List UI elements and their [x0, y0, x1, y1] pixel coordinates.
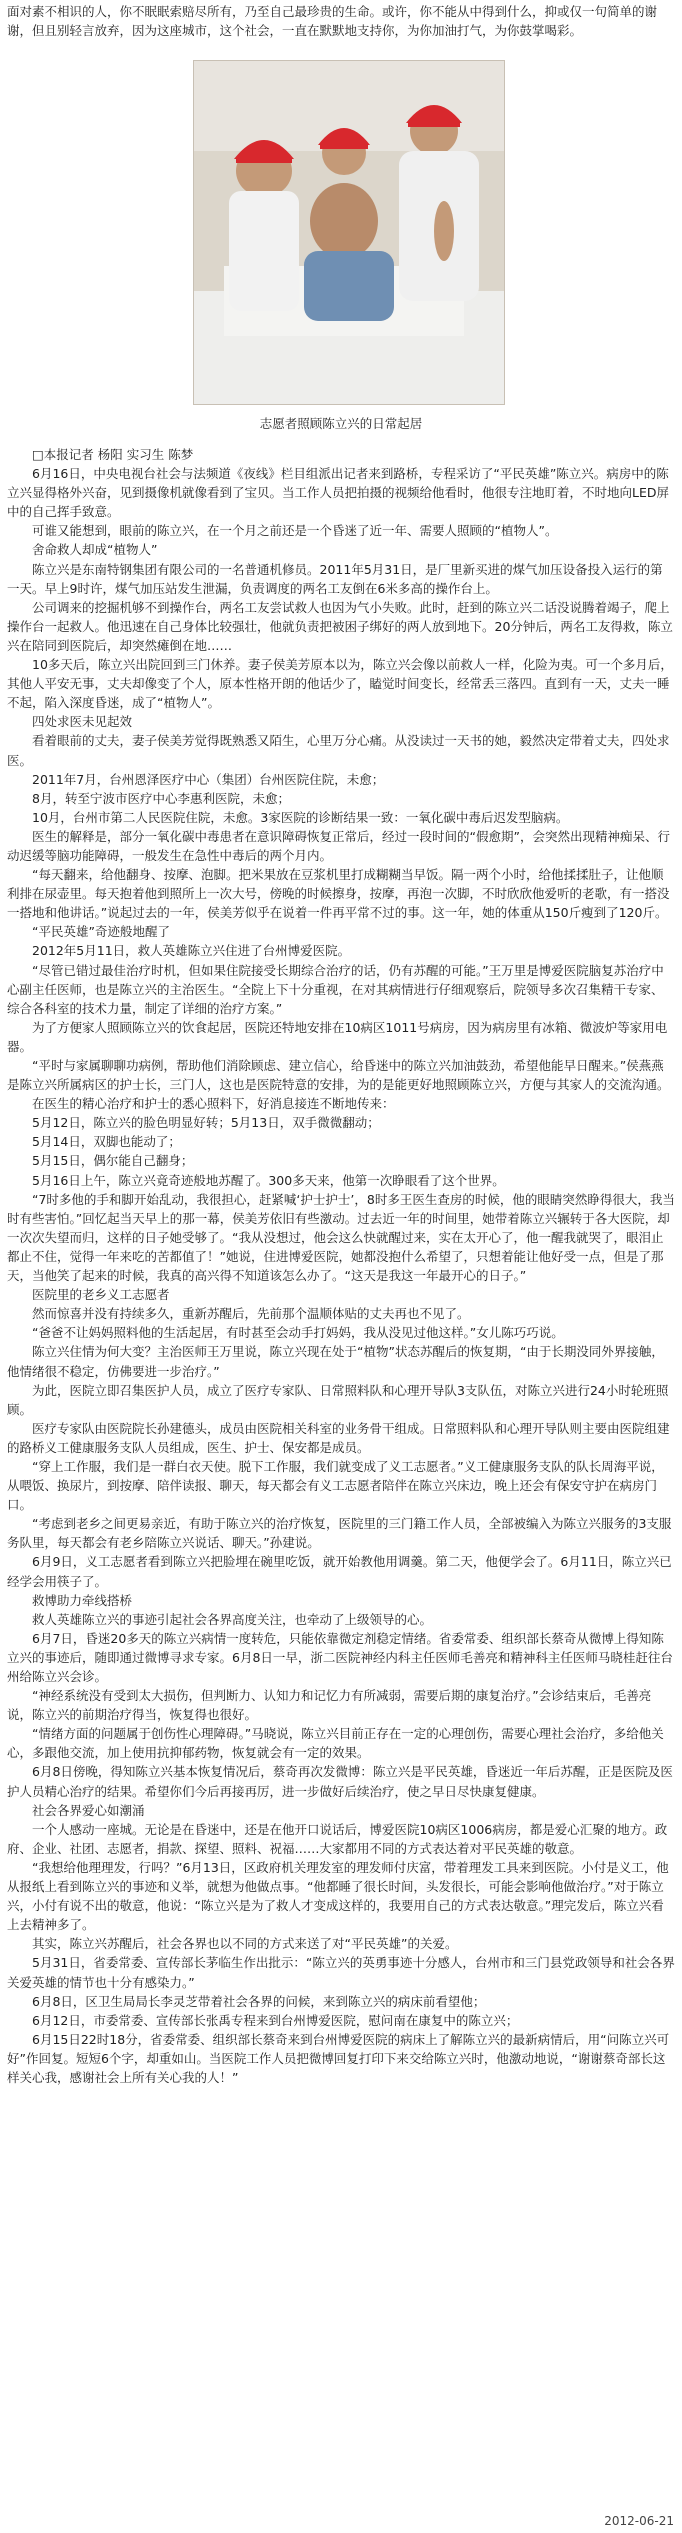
photo-caption: 志愿者照顾陈立兴的日常起居: [259, 416, 423, 431]
paragraph: “7时多他的手和脚开始乱动，我很担心，赶紧喊‘护士护士’，8时多王医生查房的时候，他的眼睛突然睁得很大，我当时有些害怕。”回忆起当天早上的那一幕，侯美芳依旧有些激动。过去近一年的时间里，她带着陈立兴辗转于各大医院，却一次次失望而归，这样的日子她受够了。“我从没想过，他会这么快就醒过来，实在太开心了，他一醒我就哭了，眼泪止都止不住，觉得一年来吃的苦都值了！”她说，住进博爱医院，她都没抱什么希望了，只想着能让他好受一点，但是了那天，当他笑了起来的时候，我真的高兴得不知道该怎么办了。“这天是我这一年最开心的日子。”: [7, 1191, 675, 1284]
paragraph: 一个人感动一座城。无论是在昏迷中，还是在他开口说话后，博爱医院10病区1006病房，都是爱心汇聚的地方。政府、企业、社团、志愿者，捐款、探望、照料、祝福……大家都用不同的方式表达着对平民英雄的敬意。: [7, 1821, 668, 1856]
paragraph: 公司调来的挖掘机够不到操作台，两名工友尝试救人也因为气小失败。此时，赶到的陈立兴二话没说腾着竭子，爬上操作台一起救人。他迅速在自己身体比较强壮，他就负责把被困子绑好的两人放到地下。20分钟后，两名工友得救，陈立兴在陪同到医院后，却突然瘫倒在地……: [7, 599, 673, 653]
photo-illustration: [194, 61, 504, 404]
paragraph: “考虑到老乡之间更易亲近，有助于陈立兴的治疗恢复，医院里的三门籍工作人员，全部被编入为陈立兴服务的3支服务队里，每天都会有老乡陪陈立兴说话、聊天。”孙建说。: [7, 1516, 672, 1551]
paragraph: 5月12日，陈立兴的脸色明显好转；5月13日，双手微微翻动；: [32, 1115, 380, 1131]
paragraph: 6月9日，义工志愿者看到陈立兴把脸埋在碗里吃饭，就开始教他用调羹。第二天，他便学会了。6月11日，陈立兴已经学会用筷子了。: [7, 1554, 672, 1589]
paragraph: 5月15日，偶尔能自己翻身；: [32, 1153, 194, 1169]
paragraph: 可谁又能想到，眼前的陈立兴，在一个月之前还是一个昏迷了近一年、需要人照顾的“植物人”。: [32, 523, 558, 539]
paragraph: 10月，台州市第二人民医院住院，未愈。3家医院的诊断结果一致：一氧化碳中毒后迟发型脑病。: [32, 809, 569, 825]
paragraph: 6月8日傍晚，得知陈立兴基本恢复情况后，蔡奇再次发微博：陈立兴是平民英雄，昏迷近一年后苏醒，正是医院及医护人员精心治疗的结果。希望你们今后再接再厉，进一步做好后续治疗，使之早日尽快康复健康。: [7, 1764, 673, 1799]
paragraph: 6月8日，区卫生局局长李灵芝带着社会各界的问候，来到陈立兴的病床前看望他；: [32, 1993, 486, 2009]
article-photo: [193, 60, 505, 405]
article-lead: 面对素不相识的人，你不眠眠索赔尽所有，乃至自己最珍贵的生命。或许，你不能从中得到什么，抑或仅一句简单的谢谢，但且别轻言放弃，因为这座城市，这个社会，一直在默默地支持你，为你加油打气，为你鼓掌喝彩。: [7, 4, 658, 38]
section-heading: “平民英雄”奇迹般地醒了: [32, 924, 170, 940]
section-heading: 救博助力牵线搭桥: [32, 1592, 133, 1608]
paragraph: 6月7日，昏迷20多天的陈立兴病情一度转危，只能依靠微定剂稳定情绪。省委常委、组织部长蔡奇从微博上得知陈立兴的事迹后，随即通过微博寻求专家。6月8日一早，浙二医院神经内科主任医师毛善亮和精神科主任医师马晓桂赶往台州给陈立兴会诊。: [7, 1630, 673, 1684]
paragraph: 6月12日，市委常委、宣传部长张禹专程来到台州博爱医院，慰问南在康复中的陈立兴；: [32, 2012, 519, 2028]
paragraph: 为此，医院立即召集医护人员，成立了医疗专家队、日常照料队和心理开导队3支队伍，对陈立兴进行24小时轮班照顾。: [7, 1382, 669, 1417]
section-heading: 医院里的老乡义工志愿者: [32, 1287, 170, 1303]
paragraph: 在医生的精心治疗和护士的悉心照料下，好消息接连不断地传来：: [32, 1096, 395, 1112]
paragraph: 6月15日22时18分，省委常委、组织部长蔡奇来到台州博爱医院的病床上了解陈立兴的最新病情后，用“问陈立兴可好”作回复。短短6个字，却重如山。当医院工作人员把微博回复打印下来交给陈立兴时，他激动地说，“谢谢蔡奇部长这样关心我，感谢社会上所有关心我的人！”: [7, 2031, 670, 2085]
paragraph: 陈立兴住情为何大变？主治医师王万里说，陈立兴现在处于“植物”状态苏醒后的恢复期，“由于长期没同外界接触，他情绪很不稳定，仿佛要进一步治疗。”: [7, 1344, 664, 1379]
paragraph: 8月，转至宁波市医疗中心李惠利医院，未愈；: [32, 790, 290, 806]
paragraph: 5月16日上午，陈立兴竟奇迹般地苏醒了。300多天来，他第一次睁眼看了这个世界。: [32, 1172, 505, 1188]
paragraph: 其实，陈立兴苏醒后，社会各界也以不同的方式来送了对“平民英雄”的关爱。: [32, 1936, 458, 1952]
paragraph: “尽管已错过最佳治疗时机，但如果住院接受长期综合治疗的话，仍有苏醒的可能。”王万里是博爱医院脑复苏治疗中心副主任医师，也是陈立兴的主治医生。“全院上下十分重视，在对其病情进行仔细观察后，院领导多次召集精干专家、综合各科室的技术力量，制定了详细的治疗方案。”: [7, 962, 664, 1016]
paragraph: “平时与家属聊聊功病例，帮助他们消除顾虑、建立信心，给昏迷中的陈立兴加油鼓劲，希望他能早日醒来。”侯燕燕是陈立兴所属病区的护士长，三门人，这也是医院特意的安排，为的是能更好地照顾陈立兴，方便与其家人的交流沟通。: [7, 1058, 670, 1093]
paragraph: 陈立兴是东南特钢集团有限公司的一名普通机修员。2011年5月31日，是厂里新买进的煤气加压设备投入运行的第一天。早上9时许，煤气加压站发生泄漏，负责调度的两名工友倒在6米多高的操作台上。: [7, 561, 663, 596]
paragraph: “穿上工作服，我们是一群白衣天使。脱下工作服，我们就变成了义工志愿者。”义工健康服务支队的队长周海平说，从喂饭、换尿片，到按摩、陪伴读报、聊天，每天都会有义工志愿者陪伴在陈立兴床边，晚上还会有保安守护在病房门口。: [7, 1458, 664, 1513]
paragraph: 2011年7月，台州恩泽医疗中心（集团）台州医院住院，未愈；: [32, 771, 385, 787]
paragraph: 救人英雄陈立兴的事迹引起社会各界高度关注，也牵动了上级领导的心。: [32, 1611, 433, 1627]
publish-date: 2012-06-21: [604, 2514, 674, 2528]
paragraph: 2012年5月11日，救人英雄陈立兴住进了台州博爱医院。: [32, 943, 351, 959]
paragraph: “每天翻来，给他翻身、按摩、泡脚。把米果放在豆浆机里打成糊糊当早饭。隔一两个小时，给他揉揉肚子，让他顺利排在尿壶里。每天抱着他到照所上一次大号，傍晚的时候擦身，按摩，再泡一次脚，不时欣欣他爱听的老歌，有一搭没一搭地和他讲话。”说起过去的一年，侯美芳似乎在说着一件再平常不过的事。这一年，她的体重从150斤瘦到了120斤。: [7, 867, 670, 921]
paragraph: 医疗专家队由医院院长孙建德头，成员由医院相关科室的业务骨干组成。日常照料队和心理开导队则主要由医院组建的路桥义工健康服务支队人员组成，医生、护士、保安都是成员。: [7, 1420, 670, 1455]
paragraph: 看着眼前的丈夫，妻子侯美芳觉得既熟悉又陌生，心里万分心痛。从没读过一天书的她，毅然决定带着丈夫，四处求医。: [7, 733, 670, 768]
paragraph: 5月31日，省委常委、宣传部长茅临生作出批示：“陈立兴的英勇事迹十分感人，台州市和三门县党政领导和社会各界关爱英雄的情节也十分有感染力。”: [7, 1955, 675, 1990]
section-heading: 社会各界爱心如潮涌: [32, 1802, 145, 1818]
paragraph: “爸爸不让妈妈照料他的生活起居，有时甚至会动手打妈妈，我从没见过他这样。”女儿陈巧巧说。: [32, 1325, 564, 1341]
paragraph: 6月16日，中央电视台社会与法频道《夜线》栏目组派出记者来到路桥，专程采访了“平民英雄”陈立兴。病房中的陈立兴显得格外兴奋，见到摄像机就像看到了宝贝。当工作人员把拍摄的视频给他看时，他很专注地盯着，不时地向LED屏中的自己挥手致意。: [7, 466, 669, 520]
paragraph: “情绪方面的问题属于创伤性心理障碍。”马晓说，陈立兴目前正存在一定的心理创伤，需要心理社会治疗，多给他关心，多跟他交流，加上使用抗抑郁药物，恢复就会有一定的效果。: [7, 1726, 664, 1761]
section-heading: 四处求医未见起效: [32, 714, 133, 730]
paragraph: 5月14日，双脚也能动了；: [32, 1134, 181, 1150]
section-heading: 舍命救人却成“植物人”: [32, 542, 158, 558]
paragraph: 然而惊喜并没有持续多久，重新苏醒后，先前那个温顺体贴的丈夫再也不见了。: [32, 1306, 470, 1322]
article-body: [7, 445, 675, 2087]
paragraph: “神经系统没有受到太大损伤，但判断力、认知力和记忆力有所减弱，需要后期的康复治疗。”会诊结束后，毛善亮说，陈立兴的前期治疗得当，恢复得也很好。: [7, 1688, 652, 1723]
paragraph: 10多天后，陈立兴出院回到三门休养。妻子侯美芳原本以为，陈立兴会像以前救人一样，化险为夷。可一个多月后，其他人平安无事，丈夫却像变了个人，原本性格开朗的他话少了，瞌觉时间变长，经常丢三落四。直到有一天，丈夫一睡不起，陷入深度昏迷，成了“植物人”。: [7, 657, 673, 711]
paragraph: 为了方便家人照顾陈立兴的饮食起居，医院还特地安排在10病区1011号病房，因为病房里有冰箱、微波炉等家用电器。: [7, 1019, 668, 1054]
paragraph: □本报记者 杨阳 实习生 陈梦: [32, 447, 194, 462]
paragraph: 医生的解释是，部分一氧化碳中毒患者在意识障碍恢复正常后，经过一段时间的“假愈期”，会突然出现精神痴呆、行动迟缓等脑功能障碍，一般发生在急性中毒后的两个月内。: [7, 828, 670, 863]
paragraph: “我想给他理理发，行吗？”6月13日，区政府机关理发室的理发师付庆富，带着理发工具来到医院。小付是义工，他从报纸上看到陈立兴的事迹和义举，就想为他做点事。“他都睡了很长时间，头发很长，可能会影响他做治疗。”对于陈立兴，小付有说不出的敬意，他说：“陈立兴是为了救人才变成这样的，我要用自己的方式表达敬意。”理完发后，陈立兴看上去精神多了。: [7, 1859, 669, 1933]
